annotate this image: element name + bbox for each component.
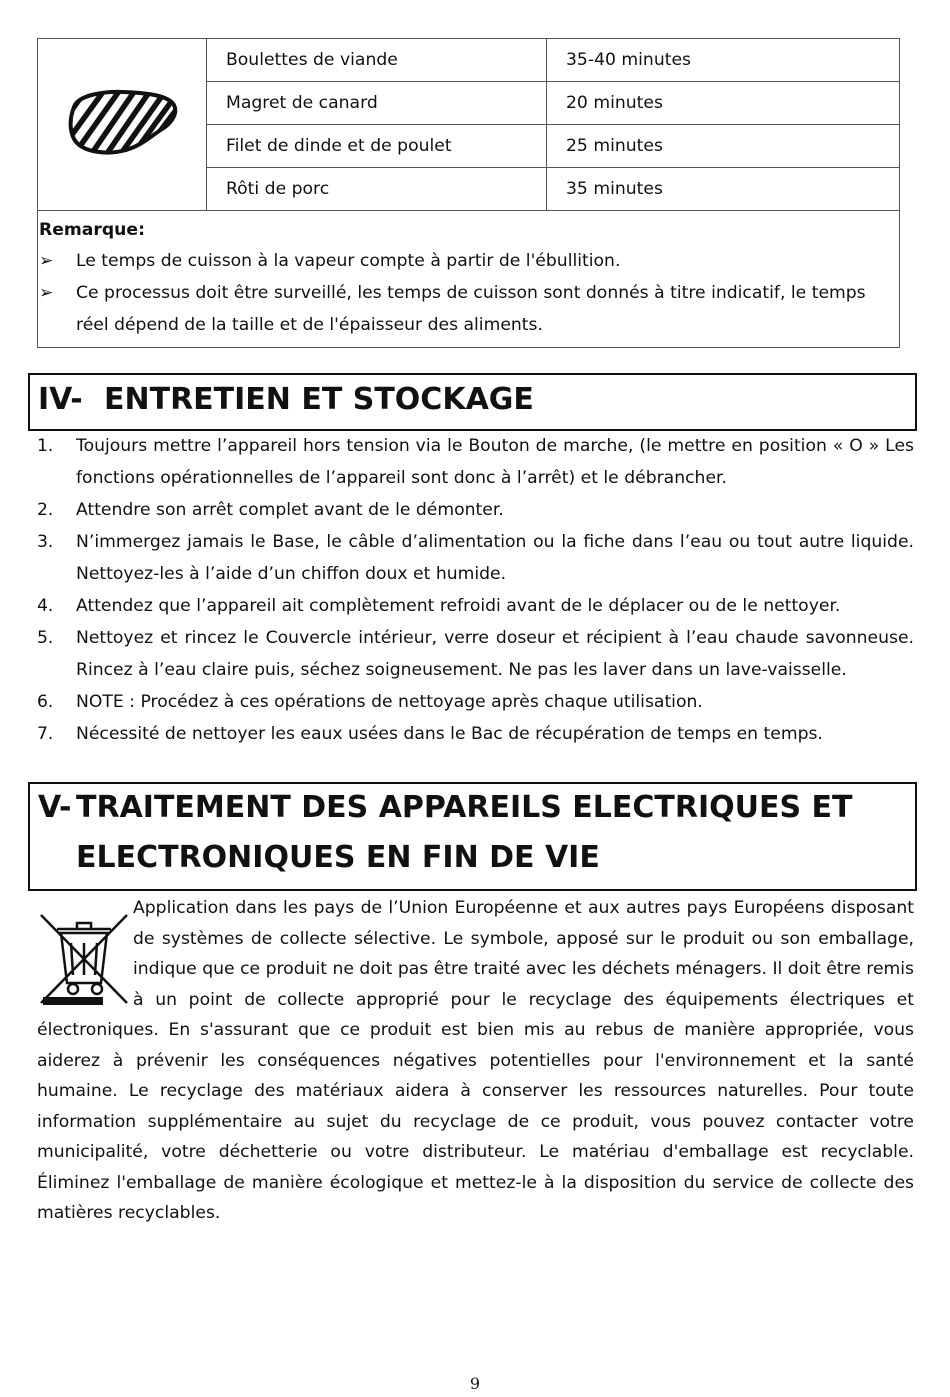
list-item: [37, 430, 914, 494]
page-number: 9: [469, 1374, 481, 1393]
section-4-heading: [28, 373, 917, 431]
list-text: Toujours mettre l’appareil hors tension via le Bouton de marche, (le mettre en position « O » Les fonctions opérationnelles de l’appareil sont donc à l’arrêt) et le débrancher.: [76, 436, 914, 488]
grilled-meat-icon: [64, 87, 180, 157]
list-number: 5.: [37, 628, 54, 648]
list-item: [37, 494, 914, 526]
section-number: V-: [38, 790, 72, 825]
table-row: [38, 39, 900, 82]
cooking-time-table: [37, 38, 900, 348]
list-text: Nécessité de nettoyer les eaux usées dans le Bac de récupération de temps en temps.: [76, 724, 823, 744]
crossed-out-wheelie-bin-icon: [37, 901, 133, 1011]
list-text: NOTE : Procédez à ces opérations de nettoyage après chaque utilisation.: [76, 692, 703, 712]
arrow-bullet-icon: ➢: [39, 283, 54, 303]
remark-item: [38, 277, 899, 341]
remark-title: Remarque:: [39, 220, 145, 240]
list-number: 6.: [37, 692, 54, 712]
list-item: [37, 526, 914, 590]
list-item: [37, 622, 914, 686]
section-title: ENTRETIEN ET STOCKAGE: [104, 382, 534, 417]
list-item: [37, 686, 914, 718]
time-cell: 25 minutes: [547, 125, 900, 168]
list-item: [37, 590, 914, 622]
time-cell: 35 minutes: [547, 168, 900, 211]
section-title-line2: ELECTRONIQUES EN FIN DE VIE: [76, 840, 600, 875]
food-cell: Boulettes de viande: [207, 39, 547, 82]
weee-text: Application dans les pays de l’Union Européenne et aux autres pays Européens disposant de systèmes de collecte sélective. Le symbole, apposé sur le produit ou son emballage, indique que ce produit ne doit pas être traité avec les déchets ménagers. Il doit être remis à un point de collecte approprié pour le recyclage des équipements électriques et électroniques. En s'assurant que ce produit est bien mis au rebus de manière appropriée, vous aiderez à prévenir les conséquences négatives potentielles pour l'environnement et la santé humaine. Le recyclage des matériaux aidera à conserver les ressources naturelles. Pour toute information supplémentaire au sujet du recyclage de ce produit, vous pouvez contacter votre municipalité, votre déchetterie ou votre distributeur. Le matériau d'emballage est recyclable. Éliminez l'emballage de manière écologique et mettez-le à la disposition du service de collecte des matières recyclables.: [37, 898, 914, 1223]
list-number: 4.: [37, 596, 54, 616]
list-text: Nettoyez et rincez le Couvercle intérieur, verre doseur et récipient à l’eau chaude savonneuse. Rincez à l’eau claire puis, séchez soigneusement. Ne pas les laver dans un lave-vaisselle.: [76, 628, 914, 680]
list-number: 3.: [37, 532, 54, 552]
time-cell: 35-40 minutes: [547, 39, 900, 82]
section-title-line1: TRAITEMENT DES APPAREILS ELECTRIQUES ET: [76, 790, 853, 825]
time-cell: 20 minutes: [547, 82, 900, 125]
list-number: 2.: [37, 500, 54, 520]
list-item: [37, 718, 914, 750]
remark-item: [38, 245, 899, 277]
list-number: 1.: [37, 436, 54, 456]
weee-paragraph: [37, 893, 914, 1229]
section-5-heading: [28, 782, 917, 891]
list-text: Attendre son arrêt complet avant de le démonter.: [76, 500, 504, 520]
list-text: Attendez que l’appareil ait complètement refroidi avant de le déplacer ou de le nettoyer.: [76, 596, 841, 616]
list-number: 7.: [37, 724, 54, 744]
food-cell: Magret de canard: [207, 82, 547, 125]
remark-cell: [38, 211, 900, 348]
list-text: N’immergez jamais le Base, le câble d’alimentation ou la fiche dans l’eau ou tout autre liquide. Nettoyez-les à l’aide d’un chiffon doux et humide.: [76, 532, 914, 584]
meat-icon-cell: [38, 39, 207, 211]
maintenance-list: [37, 430, 914, 750]
remark-text: Ce processus doit être surveillé, les temps de cuisson sont donnés à titre indicatif, le temps réel dépend de la taille et de l'épaisseur des aliments.: [76, 283, 866, 335]
remark-text: Le temps de cuisson à la vapeur compte à partir de l'ébullition.: [76, 251, 621, 271]
food-cell: Rôti de porc: [207, 168, 547, 211]
food-cell: Filet de dinde et de poulet: [207, 125, 547, 168]
arrow-bullet-icon: ➢: [39, 251, 54, 271]
section-number: IV-: [38, 382, 83, 417]
remark-row: [38, 211, 900, 348]
